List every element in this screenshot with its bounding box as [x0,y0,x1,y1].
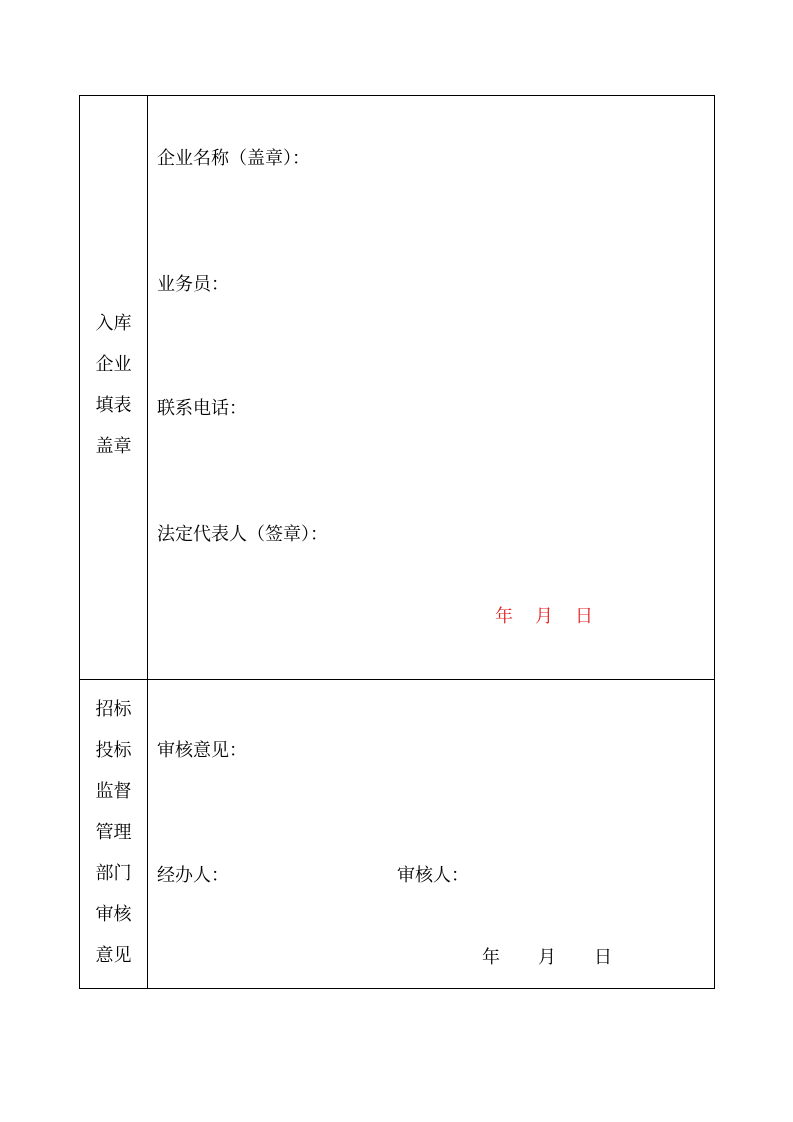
date-month: 月 [535,606,553,627]
review-opinion-label: 审核意见： [157,740,247,761]
salesperson-label: 业务员： [157,274,229,295]
side-label-line: 部门 [95,863,132,884]
supervision-dept-side-label [80,699,147,986]
section1-date [495,606,593,628]
side-label-line: 意见 [95,945,132,966]
company-name-label: 企业名称（盖章）： [157,148,310,169]
side-label-line: 盖章 [95,436,132,457]
date-year: 年 [495,606,513,627]
enterprise-seal-side-label [80,313,147,477]
date-year: 年 [482,947,500,968]
registration-form-table [79,95,715,989]
side-label-line: 入库 [95,313,132,334]
side-label-line: 审核 [95,904,132,925]
column-divider [147,96,148,988]
row-divider [80,679,714,680]
date-month: 月 [538,947,556,968]
side-label-line: 监督 [95,781,132,802]
contact-phone-label: 联系电话： [157,398,247,419]
section2-date [482,947,612,969]
side-label-line: 投标 [95,740,132,761]
date-day: 日 [594,947,612,968]
side-label-line: 填表 [95,395,132,416]
legal-representative-label: 法定代表人（签章）： [157,524,328,545]
side-label-line: 企业 [95,354,132,375]
side-label-line: 招标 [95,699,132,720]
date-day: 日 [575,606,593,627]
reviewer-label: 审核人： [397,865,469,886]
side-label-line: 管理 [95,822,132,843]
handler-label: 经办人： [157,865,229,886]
